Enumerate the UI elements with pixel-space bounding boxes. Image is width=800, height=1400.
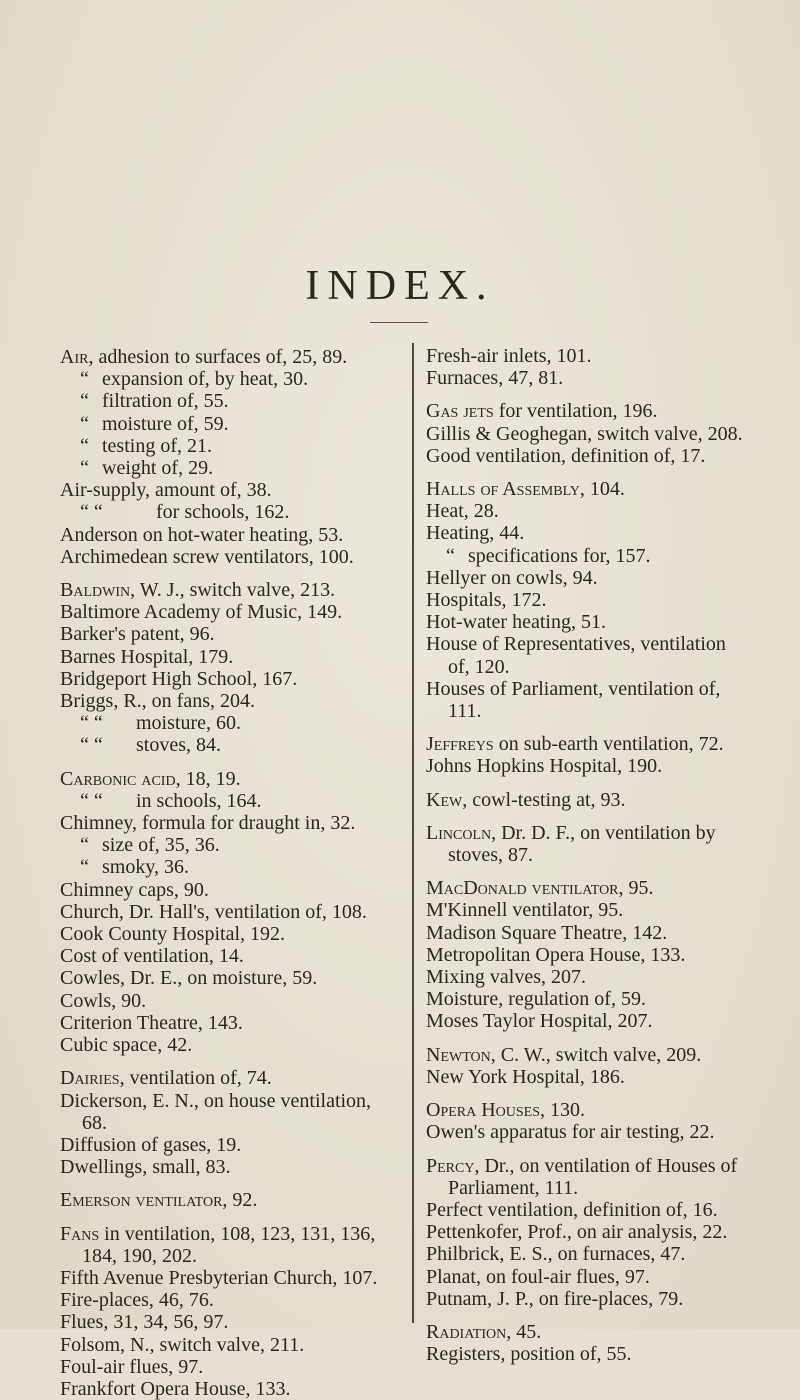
index-entry: Owen's apparatus for air testing, 22. xyxy=(426,1121,715,1144)
index-entry: Gillis & Geoghegan, switch valve, 208. xyxy=(426,422,743,445)
index-subentry: “ testing of, 21. xyxy=(80,434,212,457)
index-entry: Heating, 44. xyxy=(426,522,525,545)
index-entry: New York Hospital, 186. xyxy=(426,1065,625,1088)
index-entry: Briggs, R., on fans, 204. xyxy=(60,690,255,713)
index-entry: Fresh-air inlets, 101. xyxy=(426,345,592,367)
index-entry: Philbrick, E. S., on furnaces, 47. xyxy=(426,1243,686,1266)
index-entry: Hospitals, 172. xyxy=(426,589,547,612)
index-subentry: “ “ for schools, 162. xyxy=(80,501,290,524)
index-entry: Cubic space, 42. xyxy=(60,1034,193,1057)
index-entry: Percy, Dr., on ventilation of Houses of Parliament, 111. xyxy=(426,1154,738,1199)
index-entry: Chimney caps, 90. xyxy=(60,878,209,901)
index-entry: Hellyer on cowls, 94. xyxy=(426,566,598,589)
index-entry: Pettenkofer, Prof., on air analysis, 22. xyxy=(426,1221,728,1244)
index-entry: Moisture, regulation of, 59. xyxy=(426,988,646,1011)
index-entry: Cowls, 90. xyxy=(60,989,147,1012)
index-entry: Anderson on hot-water heating, 53. xyxy=(60,523,344,546)
index-entry: Fans in ventilation, 108, 123, 131, 136, 184, 190, 202. xyxy=(60,1222,376,1267)
index-entry: Fifth Avenue Presbyterian Church, 107. xyxy=(60,1266,378,1289)
index-entry: Johns Hopkins Hospital, 190. xyxy=(426,755,663,778)
index-entry: Chimney, formula for draught in, 32. xyxy=(60,812,356,835)
index-entry: Church, Dr. Hall's, ventilation of, 108. xyxy=(60,900,367,923)
index-entry: Air-supply, amount of, 38. xyxy=(60,479,272,502)
index-entry: Kew, cowl-testing at, 93. xyxy=(426,788,626,811)
index-entry: Emerson ventilator, 92. xyxy=(60,1189,258,1212)
index-entry: Dickerson, E. N., on house ventilation, 68. xyxy=(60,1089,372,1134)
index-entry: Foul-air flues, 97. xyxy=(60,1355,204,1378)
index-subentry: “ “ stoves, 84. xyxy=(80,734,221,757)
index-subentry: “ smoky, 36. xyxy=(80,856,190,879)
index-entry: Criterion Theatre, 143. xyxy=(60,1011,243,1034)
index-entry: Baltimore Academy of Music, 149. xyxy=(60,601,343,624)
index-entry: Baldwin, W. J., switch valve, 213. xyxy=(60,579,336,602)
index-entry: Madison Square Theatre, 142. xyxy=(426,921,668,944)
index-entry: Cook County Hospital, 192. xyxy=(60,923,286,946)
index-entry: Planat, on foul-air flues, 97. xyxy=(426,1265,650,1288)
index-entry: Moses Taylor Hospital, 207. xyxy=(426,1010,653,1033)
index-subentry: “ “ in schools, 164. xyxy=(80,789,262,812)
page-title: INDEX. xyxy=(305,263,495,309)
index-entry: Furnaces, 47, 81. xyxy=(426,367,564,390)
index-subentry: “ “ moisture, 60. xyxy=(80,712,241,735)
index-entry: Putnam, J. P., on fire-places, 79. xyxy=(426,1287,684,1310)
index-entry: Diffusion of gases, 19. xyxy=(60,1133,242,1156)
index-entry: Cost of ventilation, 14. xyxy=(60,945,244,968)
index-entry: Cowles, Dr. E., on moisture, 59. xyxy=(60,967,318,990)
index-entry: Opera Houses, 130. xyxy=(426,1099,586,1122)
index-subentry: “ moisture of, 59. xyxy=(80,412,229,435)
index-entry: Fire-places, 46, 76. xyxy=(60,1289,214,1312)
title-rule xyxy=(370,322,428,323)
index-subentry: “ weight of, 29. xyxy=(80,457,214,480)
index-entry: Perfect ventilation, definition of, 16. xyxy=(426,1198,718,1221)
index-entry: Flues, 31, 34, 56, 97. xyxy=(60,1311,229,1334)
index-entry: Metropolitan Opera House, 133. xyxy=(426,943,686,966)
index-entry: Halls of Assembly, 104. xyxy=(426,478,625,501)
column-divider xyxy=(412,343,414,1323)
index-entry: Heat, 28. xyxy=(426,500,499,523)
index-subentry: “ specifications for, 157. xyxy=(446,544,651,567)
index-entry: Air, adhesion to surfaces of, 25, 89. xyxy=(60,346,348,368)
index-column-left xyxy=(60,346,396,1400)
index-entry: Radiation, 45. xyxy=(426,1320,542,1343)
index-entry: Houses of Parliament, ventilation of, 111. xyxy=(426,677,721,723)
index-entry: Good ventilation, definition of, 17. xyxy=(426,444,706,467)
index-entry: Dwellings, small, 83. xyxy=(60,1156,231,1179)
index-entry: Barker's patent, 96. xyxy=(60,623,215,646)
index-column-right xyxy=(426,345,752,1365)
index-entry: Gas jets for ventilation, 196. xyxy=(426,400,658,423)
index-subentry: “ size of, 35, 36. xyxy=(80,834,220,857)
index-entry: Lincoln, Dr. D. F., on ventilation by stoves, 87. xyxy=(426,821,716,867)
index-entry: House of Representatives, ventilation of, 120. xyxy=(426,633,726,678)
index-entry: Dairies, ventilation of, 74. xyxy=(60,1067,272,1090)
index-subentry: “ filtration of, 55. xyxy=(80,390,229,413)
index-entry: Jeffreys on sub-earth ventilation, 72. xyxy=(426,733,724,756)
index-entry: Hot-water heating, 51. xyxy=(426,611,606,634)
index-entry: MacDonald ventilator, 95. xyxy=(426,877,654,900)
index-entry: Frankfort Opera House, 133. xyxy=(60,1377,291,1400)
index-entry: Bridgeport High School, 167. xyxy=(60,667,298,690)
index-entry: Newton, C. W., switch valve, 209. xyxy=(426,1043,702,1066)
index-entry: Mixing valves, 207. xyxy=(426,966,586,989)
index-entry: Carbonic acid, 18, 19. xyxy=(60,767,241,790)
index-entry: Folsom, N., switch valve, 211. xyxy=(60,1333,305,1356)
index-entry: Registers, position of, 55. xyxy=(426,1343,632,1366)
index-entry: Archimedean screw ventilators, 100. xyxy=(60,545,354,568)
index-entry: M'Kinnell ventilator, 95. xyxy=(426,899,624,922)
index-subentry: “ expansion of, by heat, 30. xyxy=(80,368,309,391)
index-entry: Barnes Hospital, 179. xyxy=(60,645,234,668)
